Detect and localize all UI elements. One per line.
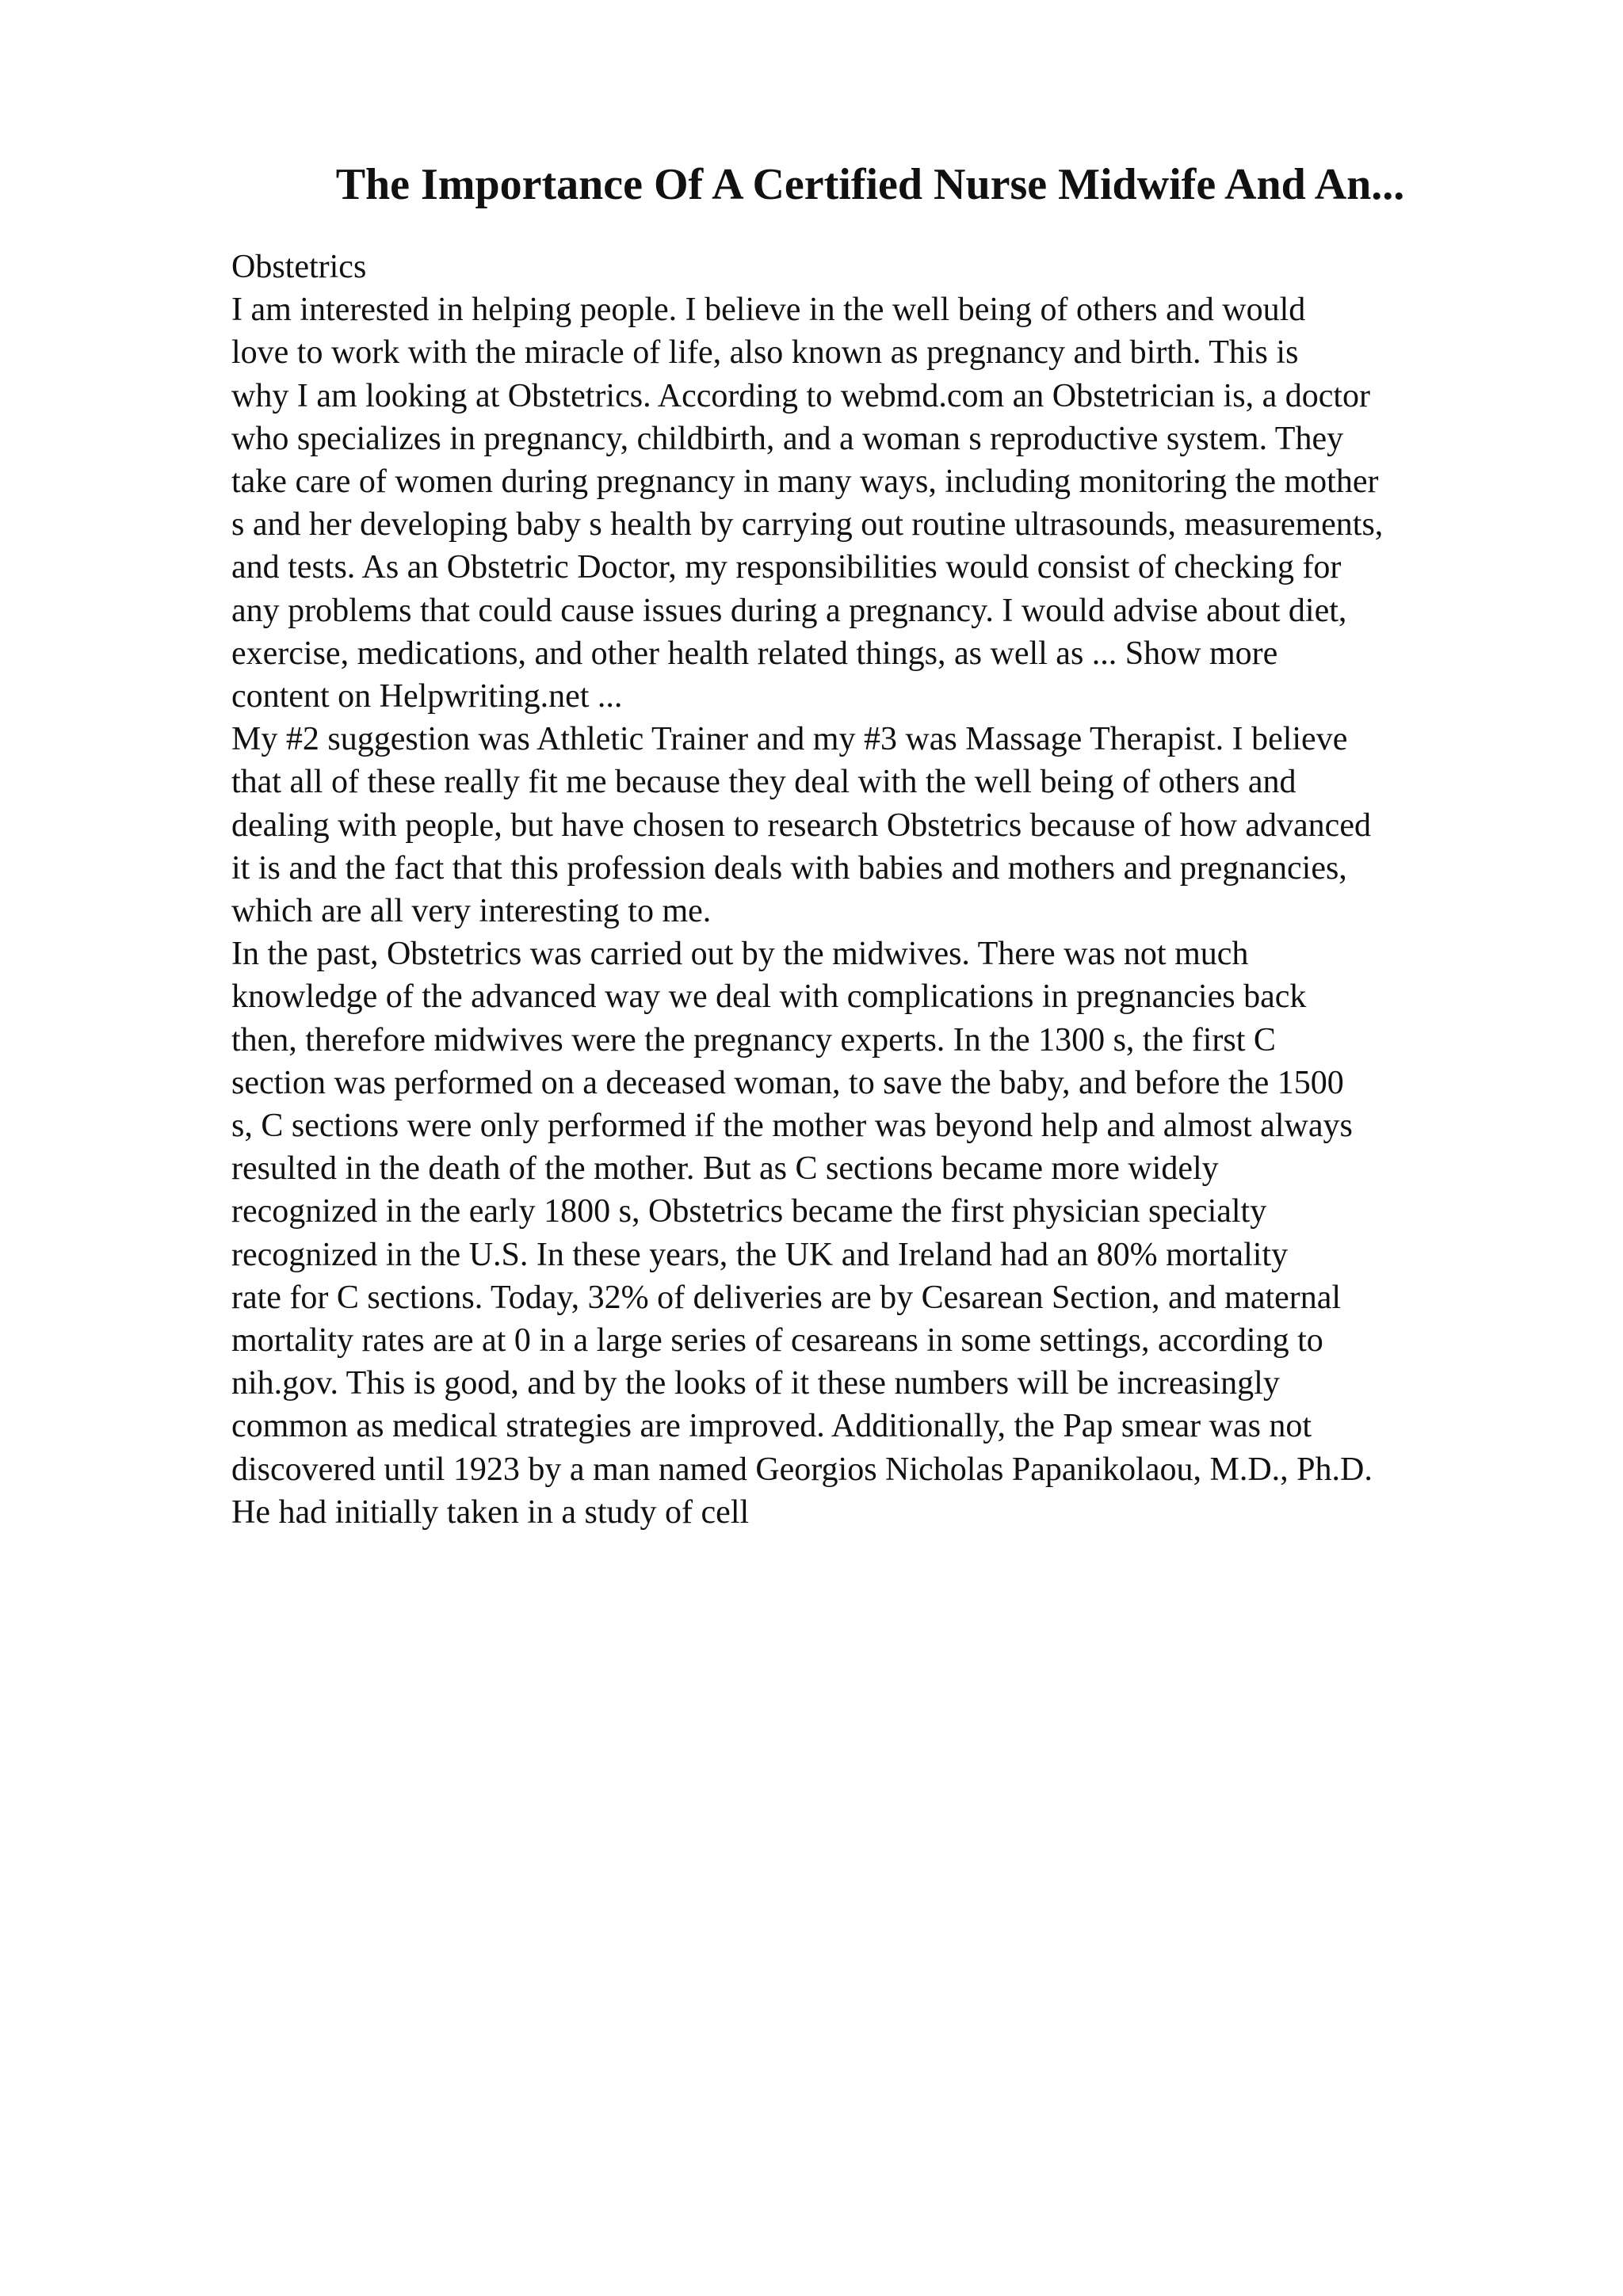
paragraph-line: My #2 suggestion was Athletic Trainer and my #3 was Massage Therapist. I believe	[231, 721, 1348, 758]
section-heading: Obstetrics	[231, 249, 367, 285]
paragraph-line: In the past, Obstetrics was carried out by the midwives. There was not much	[231, 936, 1249, 973]
paragraph-line: common as medical strategies are improved. Additionally, the Pap smear was not	[231, 1408, 1312, 1445]
document-title: The Importance Of A Certified Nurse Midwife And An...	[335, 160, 1405, 209]
paragraph-line: exercise, medications, and other health related things, as well as ... Show more	[231, 635, 1278, 672]
paragraph-line: dealing with people, but have chosen to research Obstetrics because of how advanced	[231, 807, 1371, 844]
paragraph-line: that all of these really fit me because they deal with the well being of others and	[231, 764, 1296, 801]
paragraph-line: content on Helpwriting.net ...	[231, 678, 623, 715]
paragraph-line: recognized in the early 1800 s, Obstetrics became the first physician specialty	[231, 1193, 1267, 1230]
paragraph-line: it is and the fact that this profession deals with babies and mothers and pregnancies,	[231, 849, 1347, 887]
paragraph-line: take care of women during pregnancy in many ways, including monitoring the mother	[231, 463, 1379, 501]
paragraph-line: section was performed on a deceased woman, to save the baby, and before the 1500	[231, 1064, 1344, 1101]
paragraph-line: s and her developing baby s health by carrying out routine ultrasounds, measurements,	[231, 506, 1384, 543]
paragraph-line: which are all very interesting to me.	[231, 893, 712, 930]
paragraph-line: I am interested in helping people. I believe in the well being of others and would	[231, 292, 1306, 329]
paragraph-line: rate for C sections. Today, 32% of deliveries are by Cesarean Section, and maternal	[231, 1279, 1342, 1316]
paragraph-line: mortality rates are at 0 in a large series of cesareans in some settings, according to	[231, 1322, 1323, 1360]
paragraph-line: and tests. As an Obstetric Doctor, my responsibilities would consist of checking for	[231, 549, 1342, 586]
paragraph-line: nih.gov. This is good, and by the looks of it these numbers will be increasingly	[231, 1365, 1280, 1402]
paragraph-line: s, C sections were only performed if the mother was beyond help and almost always	[231, 1108, 1353, 1145]
paragraph-line: who specializes in pregnancy, childbirth, and a woman s reproductive system. They	[231, 420, 1344, 457]
paragraph-line: resulted in the death of the mother. But as C sections became more widely	[231, 1150, 1219, 1188]
paragraph-line: knowledge of the advanced way we deal with complications in pregnancies back	[231, 978, 1307, 1016]
paragraph-line: then, therefore midwives were the pregnancy experts. In the 1300 s, the first C	[231, 1021, 1276, 1058]
document-body	[231, 246, 1515, 1534]
paragraph-line: love to work with the miracle of life, also known as pregnancy and birth. This is	[231, 334, 1299, 372]
paragraph-line: why I am looking at Obstetrics. According to webmd.com an Obstetrician is, a doctor	[231, 377, 1371, 414]
paragraph-line: recognized in the U.S. In these years, the UK and Ireland had an 80% mortality	[231, 1236, 1289, 1273]
paragraph-line: any problems that could cause issues during a pregnancy. I would advise about diet,	[231, 592, 1347, 629]
paragraph-line: He had initially taken in a study of cell	[231, 1493, 750, 1531]
paragraph-line: discovered until 1923 by a man named Georgios Nicholas Papanikolaou, M.D., Ph.D.	[231, 1451, 1373, 1488]
